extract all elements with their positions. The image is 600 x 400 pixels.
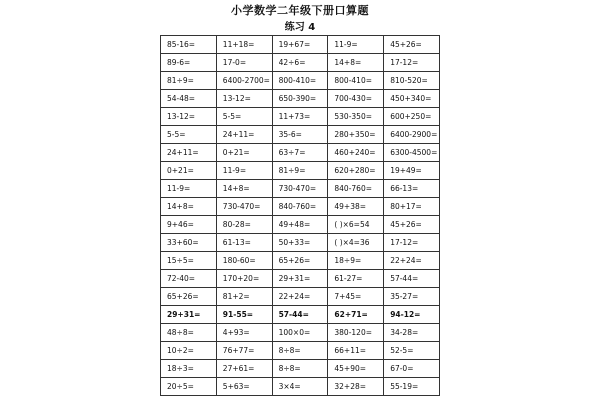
- problem-cell: 14+8=: [328, 54, 384, 72]
- problem-cell: 450+340=: [384, 90, 440, 108]
- problem-cell: 66+11=: [328, 342, 384, 360]
- problem-cell: 76+77=: [216, 342, 272, 360]
- problem-cell: 5-5=: [216, 108, 272, 126]
- problem-cell: 620+280=: [328, 162, 384, 180]
- exercise-subtitle: 练习 4: [284, 22, 316, 33]
- problem-cell: 0+21=: [161, 162, 217, 180]
- problem-cell: 18÷9=: [328, 252, 384, 270]
- table-row: [161, 270, 440, 288]
- problem-cell: 5-5=: [161, 126, 217, 144]
- problem-cell: 840-760=: [272, 198, 328, 216]
- table-row-bold: [161, 306, 440, 324]
- problem-cell: 9+46=: [161, 216, 217, 234]
- problem-cell: 27+61=: [216, 360, 272, 378]
- problem-cell: 19+49=: [384, 162, 440, 180]
- problem-cell: 3×4=: [272, 378, 328, 396]
- problem-cell: 14+8=: [216, 180, 272, 198]
- problem-cell: 20÷5=: [161, 378, 217, 396]
- problem-cell: 45+26=: [384, 36, 440, 54]
- table-row: [161, 126, 440, 144]
- problem-cell: 11+18=: [216, 36, 272, 54]
- problem-cell: 29+31=: [161, 306, 217, 324]
- table-row: [161, 36, 440, 54]
- problem-cell: 6400-2700=: [216, 72, 272, 90]
- problem-cell: ( )×4=36: [328, 234, 384, 252]
- problem-cell: 52-5=: [384, 342, 440, 360]
- table-row: [161, 90, 440, 108]
- problem-cell: 170+20=: [216, 270, 272, 288]
- problem-cell: 13-12=: [216, 90, 272, 108]
- problem-cell: 650-390=: [272, 90, 328, 108]
- problem-cell: 67-0=: [384, 360, 440, 378]
- problem-cell: 380-120=: [328, 324, 384, 342]
- problem-cell: 54-48=: [161, 90, 217, 108]
- problem-cell: 65+26=: [161, 288, 217, 306]
- problem-cell: 19+67=: [272, 36, 328, 54]
- problem-cell: 61-27=: [328, 270, 384, 288]
- problem-cell: 63÷7=: [272, 144, 328, 162]
- problem-cell: 0+21=: [216, 144, 272, 162]
- table-row: [161, 54, 440, 72]
- problem-cell: 6400-2900=: [384, 126, 440, 144]
- problem-cell: 72-40=: [161, 270, 217, 288]
- problem-cell: 17-0=: [216, 54, 272, 72]
- problem-cell: 13-12=: [161, 108, 217, 126]
- problem-cell: 14+8=: [161, 198, 217, 216]
- table-row: [161, 162, 440, 180]
- page-title: 小学数学二年级下册口算题: [231, 4, 369, 17]
- problem-cell: 800-410=: [328, 72, 384, 90]
- problem-cell: 22+24=: [272, 288, 328, 306]
- problem-cell: 800-410=: [272, 72, 328, 90]
- arithmetic-table: [160, 35, 440, 396]
- problem-cell: 29+31=: [272, 270, 328, 288]
- problem-cell: 80+17=: [384, 198, 440, 216]
- problem-cell: 700-430=: [328, 90, 384, 108]
- table-row: [161, 252, 440, 270]
- problem-cell: 24+11=: [216, 126, 272, 144]
- problem-cell: 810-520=: [384, 72, 440, 90]
- table-row: [161, 216, 440, 234]
- problem-cell: 10÷2=: [161, 342, 217, 360]
- problem-cell: 62+71=: [328, 306, 384, 324]
- arithmetic-table-body: [161, 36, 440, 396]
- problem-cell: 24+11=: [161, 144, 217, 162]
- problem-cell: 6300-4500=: [384, 144, 440, 162]
- problem-cell: 180-60=: [216, 252, 272, 270]
- problem-cell: 18÷3=: [161, 360, 217, 378]
- problem-cell: 4+93=: [216, 324, 272, 342]
- problem-cell: 42÷6=: [272, 54, 328, 72]
- problem-cell: ( )×6=54: [328, 216, 384, 234]
- problem-cell: 45+90=: [328, 360, 384, 378]
- problem-cell: 57-44=: [384, 270, 440, 288]
- problem-cell: 65+26=: [272, 252, 328, 270]
- problem-cell: 730-470=: [272, 180, 328, 198]
- problem-cell: 730-470=: [216, 198, 272, 216]
- problem-cell: 11+73=: [272, 108, 328, 126]
- table-row: [161, 342, 440, 360]
- problem-cell: 50+33=: [272, 234, 328, 252]
- problem-cell: 8÷8=: [272, 342, 328, 360]
- problem-cell: 8÷8=: [272, 360, 328, 378]
- problem-cell: 81+2=: [216, 288, 272, 306]
- table-row: [161, 144, 440, 162]
- problem-cell: 81÷9=: [272, 162, 328, 180]
- problem-cell: 35-6=: [272, 126, 328, 144]
- problem-cell: 49+48=: [272, 216, 328, 234]
- problem-cell: 7+45=: [328, 288, 384, 306]
- problem-cell: 11-9=: [328, 36, 384, 54]
- problem-cell: 22+24=: [384, 252, 440, 270]
- table-row: [161, 360, 440, 378]
- problem-cell: 600+250=: [384, 108, 440, 126]
- problem-cell: 48÷8=: [161, 324, 217, 342]
- table-row: [161, 288, 440, 306]
- problem-cell: 32+28=: [328, 378, 384, 396]
- table-row: [161, 234, 440, 252]
- problem-cell: 34-28=: [384, 324, 440, 342]
- problem-cell: 85-16=: [161, 36, 217, 54]
- problem-cell: 460+240=: [328, 144, 384, 162]
- problem-cell: 35-27=: [384, 288, 440, 306]
- problem-cell: 89-6=: [161, 54, 217, 72]
- problem-cell: 80-28=: [216, 216, 272, 234]
- table-row: [161, 108, 440, 126]
- problem-cell: 61-13=: [216, 234, 272, 252]
- table-row: [161, 180, 440, 198]
- problem-cell: 81÷9=: [161, 72, 217, 90]
- problem-cell: 840-760=: [328, 180, 384, 198]
- problem-cell: 15÷5=: [161, 252, 217, 270]
- table-row: [161, 198, 440, 216]
- problem-cell: 11-9=: [216, 162, 272, 180]
- problem-cell: 33+60=: [161, 234, 217, 252]
- problem-cell: 11-9=: [161, 180, 217, 198]
- problem-cell: 66-13=: [384, 180, 440, 198]
- problem-cell: 5+63=: [216, 378, 272, 396]
- problem-cell: 55-19=: [384, 378, 440, 396]
- table-row: [161, 324, 440, 342]
- table-row: [161, 72, 440, 90]
- problem-cell: 17-12=: [384, 54, 440, 72]
- problem-cell: 17-12=: [384, 234, 440, 252]
- problem-cell: 100×0=: [272, 324, 328, 342]
- problem-cell: 49+38=: [328, 198, 384, 216]
- problem-cell: 45+26=: [384, 216, 440, 234]
- table-row: [161, 378, 440, 396]
- problem-cell: 530-350=: [328, 108, 384, 126]
- problem-cell: 94-12=: [384, 306, 440, 324]
- problem-cell: 280+350=: [328, 126, 384, 144]
- problem-cell: 57-44=: [272, 306, 328, 324]
- problem-cell: 91-55=: [216, 306, 272, 324]
